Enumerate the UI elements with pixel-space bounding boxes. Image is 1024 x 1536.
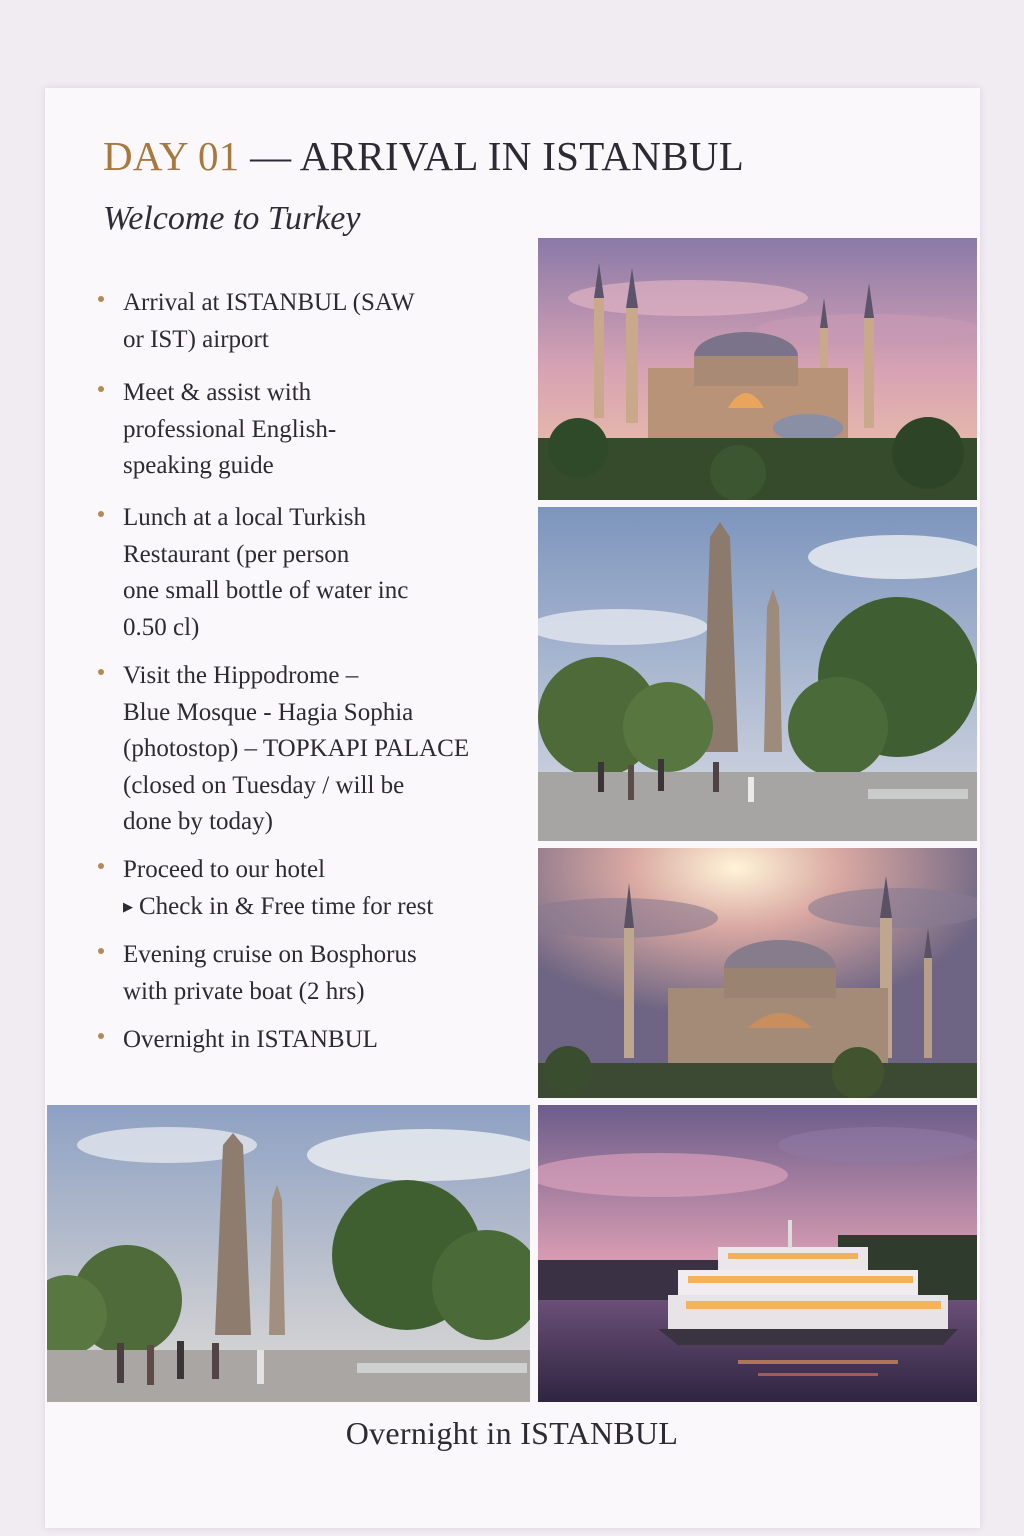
day-label: DAY 01 (103, 133, 240, 179)
bullet-icon (98, 863, 104, 869)
footer-caption: Overnight in ISTANBUL (345, 1415, 679, 1451)
mosque-dome-photo (538, 848, 977, 1098)
hippodrome-obelisk-photo (538, 507, 977, 841)
item-line: Arrival at ISTANBUL (SAW (123, 289, 415, 316)
item-line: Meet & assist with (123, 379, 312, 406)
hagia-sophia-sunset-photo (538, 238, 977, 500)
page-subtitle: Welcome to Turkey (103, 200, 361, 237)
item-line: Evening cruise on Bosphorus (123, 941, 417, 968)
item-line: one small bottle of water inc (123, 577, 409, 604)
item-line: (photostop) – TOPKAPI PALACE (123, 735, 470, 762)
item-line: Blue Mosque - Hagia Sophia (123, 698, 414, 726)
bullet-icon (98, 948, 104, 954)
bullet-icon (98, 386, 104, 392)
triangle-right-icon: ▶ (123, 898, 133, 914)
bullet-icon (98, 296, 104, 302)
item-line: (closed on Tuesday / will be (123, 771, 405, 799)
bosphorus-cruise-boat-photo (538, 1105, 977, 1402)
item-line: done by today) (123, 808, 273, 835)
page-title (103, 132, 903, 180)
title-text: — ARRIVAL IN ISTANBUL (239, 133, 745, 179)
item-line: 0.50 cl) (123, 613, 200, 641)
item-line: Lunch at a local Turkish (123, 504, 367, 531)
item-line: professional English- (123, 415, 337, 443)
item-line: Visit the Hippodrome – (123, 662, 359, 689)
bullet-icon (98, 1033, 104, 1039)
bullet-icon (98, 669, 104, 675)
item-line: with private boat (2 hrs) (123, 977, 365, 1005)
item-line: speaking guide (123, 452, 274, 479)
bullet-icon (98, 511, 104, 517)
item-line: Restaurant (per person (123, 540, 350, 568)
item-subline: ▶ Check in & Free time for rest (123, 892, 434, 920)
item-line: Proceed to our hotel (123, 856, 326, 883)
item-line: or IST) airport (123, 325, 269, 353)
item-line: Overnight in ISTANBUL (123, 1026, 378, 1053)
hippodrome-square-photo (47, 1105, 530, 1402)
